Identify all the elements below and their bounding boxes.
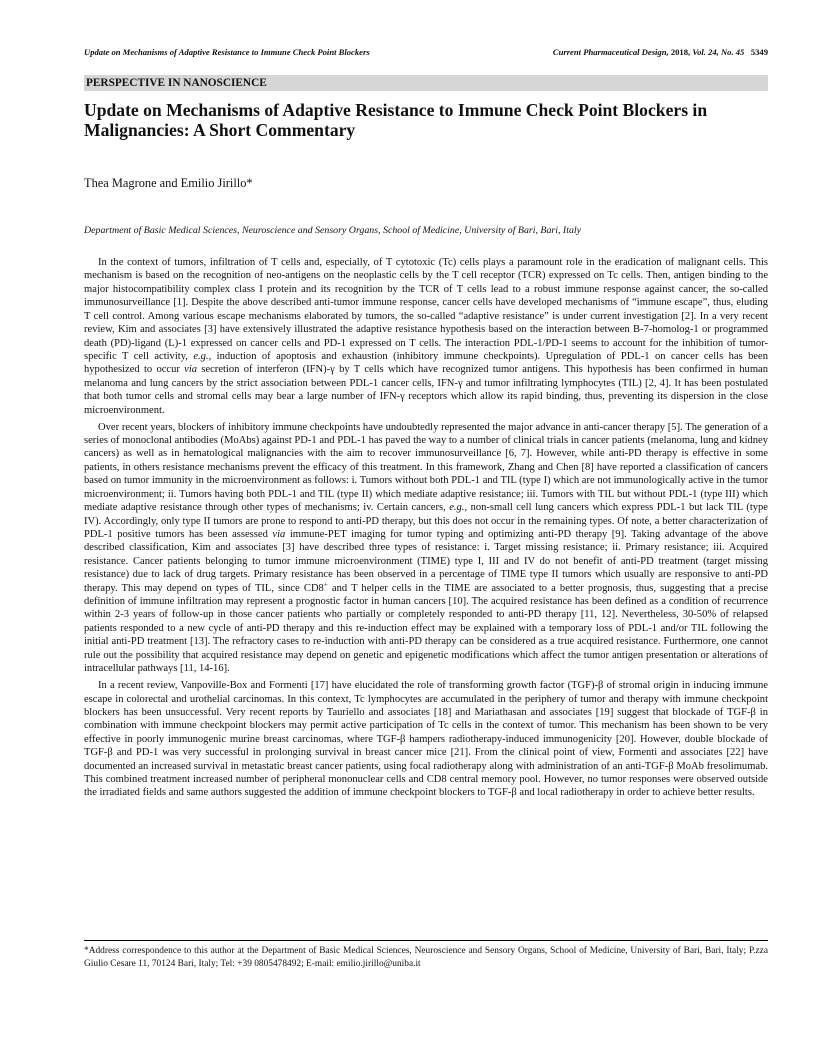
journal-volume: Vol. 24, No. 45: [692, 47, 745, 57]
paragraph-text: In the context of tumors, infiltration of T cells and, especially, of T cytotoxic (Tc) cells plays a paramount role in the eradication of malignant cells. This mechanism is based on the recognition of neo-antigens on the neoplastic cells by the T cell receptor (TCR) expressed on Tc cells. Then, antigen binding to the major histocompatibility complex class I protein and its recognition by the TCR of T cells lead to a robust immune response against cancer, the so-called immunosurveillance [1]. Despite the above described anti-tumor immune response, cancer cells have developed mechanisms of “immune escape”, thus, eluding T cell control. Among various escape mechanisms elaborated by tumors, the so-called “adaptive resistance” is under current investigation [2]. In a very recent review, Kim and associates [3] have extensively illustrated the adaptive resistance hypothesis based on the interaction between B-7-homolog-1 or programmed death (PD)-ligand (L)-1 expressed on cancer cells and PD-1 expressed on T cells. The interaction PDL-1/PD-1 seems to account for the inhibition of tumor-specific T cell activity,: [84, 257, 768, 362]
paragraph-text: Over recent years, blockers of inhibitory immune checkpoints have undoubtedly represented the major advance in anti-cancer therapy [5]. The generation of a series of monoclonal antibodies (MoAbs) against PD-1 and PDL-1 has paved the way to a number of clinical trials in cancer patients (melanoma, lung and kidney cancers) as well as in hematological malignancies with the aim to recover immunosurveillance [6, 7]. However, while anti-PD therapy is effective in some patients, in others resistance mechanisms prevent the efficacy of this treatment. In this framework, Zhang and Chen [8] have reported a classification of cancers based on tumor immunity in the microenvironment as follows: i. Tumors without both PDL-1 and TIL (type I) which are not immunologically active in the tumor microenvironment; ii. Tumors having both PDL-1 and TIL (type II) which mediate adaptive resistance; iii. Tumors with TIL but without PDL-1 (type III) which mediate adaptive resistance through other types of mechanisms; iv. Certain cancers,: [84, 421, 768, 514]
italic-text: e.g.,: [193, 350, 212, 362]
paragraph-text: non-small cell lung cancers which express PDL-1 but lack TIL (type IV). Accordingly, only type II tumors are prone to respond to anti-PD therapy, but this does not occur in the remaining types. Of note, a better characterization of PDL-1 positive tumors has been assessed: [84, 502, 768, 540]
journal-year: 2018,: [670, 47, 691, 57]
paragraph-text: induction of apoptosis and exhaustion (inhibitory immune checkpoints). Upregulation of PDL-1 on cancer cells has been hypothesized to occur: [84, 350, 768, 376]
authors: Thea Magrone and Emilio Jirillo*: [84, 176, 253, 190]
italic-text: via: [272, 528, 286, 540]
article-body: [84, 256, 768, 803]
journal-citation: [553, 47, 768, 57]
article-title: Update on Mechanisms of Adaptive Resistance to Immune Check Point Blockers in Malignancies: A Short Commentary: [84, 100, 708, 140]
journal-name: Current Pharmaceutical Design,: [552, 47, 669, 57]
correspondence-footnote: *Address correspondence to this author at the Department of Basic Medical Sciences, Neuroscience and Sensory Organs, School of Medicine, University of Bari, Bari, Italy; P.zza Giulio Cesare 11, 70124 Bari, Italy; Tel: +39 0805478492; E-mail: emilio.jirillo@uniba.it: [84, 946, 768, 969]
italic-text: e.g.,: [449, 502, 468, 514]
running-header: [84, 47, 768, 57]
section-label: PERSPECTIVE IN NANOSCIENCE: [84, 75, 768, 91]
paragraph-text: secretion of interferon (IFN)-γ by T cells which have recognized tumor antigens. This hypothesis has been confirmed in human melanoma and lung cancers by the strict association between PDL-1 cancer cells, IFN-γ and tumor infiltrating lymphocytes (TIL) [2, 4]. It has been postulated that both tumor cells and stromal cells may bear a large number of IFN-γ receptors which allow its rapid binding, thus, preventing its dispersion in the close microenvironment.: [84, 364, 768, 416]
italic-text: via: [184, 364, 198, 376]
body-paragraph: [84, 679, 768, 800]
body-paragraph: [84, 421, 768, 676]
body-paragraph: [84, 256, 768, 417]
superscript: +: [323, 580, 328, 589]
paragraph-text: and T helper cells in the TIME are associated to a better prognosis, thus, suggesting that a precise definition of immune infiltration may represent a prognostic factor in human cancers [10]. The acquired resistance has been defined as a condition of recurrence within 2-3 years of follow-up in those cancer patients who partially or completely responded to anti-PD therapy [11, 12]. Nevertheless, 30-50% of relapsed patients responded to a new cycle of anti-PD therapy and this re-induction effect may be explained with a temporary loss of PDL-1 and/or TIL following the initial anti-PD treatment [13]. The refractory cases to re-induction with anti-PD therapy can be considered as a true acquired resistance. Furthermore, one cannot rule out the possibility that acquired resistance may depend on genetic and epigenetic modifications which affect the tumor antigen presentation or alterations of intracellular pathways [11, 14-16].: [84, 582, 768, 675]
affiliation: Department of Basic Medical Sciences, Neuroscience and Sensory Organs, School of Medicine, University of Bari, Bari, Italy: [84, 225, 582, 236]
paragraph-text: In a recent review, Vanpoville-Box and Formenti [17] have elucidated the role of transforming growth factor (TGF)-β of stromal origin in inducing immune escape in colorectal and urothelial carcinomas. In this context, Tc lymphocytes are accumulated in the periphery of tumor and therapy with immune checkpoint blockers has been unsuccessful. Very recent reports by Tauriello and associates [18] and Mariathasan and associates [19] suggest that blockade of TGF-β in combination with immune checkpoint blockers may permit active participation of Tc cells in the context of tumor. This mechanism has been shown to be very effective in poorly immunogenic murine breast carcinomas, where TGF-β hampers radiotherapy-induced immunogenicity [20]. However, double blockade of TGF-β and PD-1 was very successful in prolonging survival in breast cancer mice [21]. From the clinical point of view, Formenti and associates [22] have documented an increased survival in metastatic breast cancer patients, using focal radiotherapy along with administration of an anti-TGF-β MoAb fresolimumab. This combined treatment increased number of peripheral mononuclear cells and CD8 central memory pool. However, no tumor responses were observed outside the irradiated fields and same authors suggested the addition of immune checkpoint blockers to TGF-β and local radiotherapy in order to achieve better results.: [84, 680, 768, 799]
footnote-divider: [84, 940, 768, 941]
paragraph-text: immune-PET imaging for tumor typing and optimizing anti-PD therapy [9]. Taking advantage of the above described classification, Kim and associates [3] have described three types of resistance: i. Target missing resistance; ii. Primary resistance; iii. Acquired resistance. Cancer patients belonging to tumor immune microenvironment (TIME) type I, III and IV do not benefit of anti-PD treatment (target missing resistance) due to lack of drug targets. Primary resistance has been observed in a percentage of TIME type II tumors which usually are responsive to anti-PD therapy. This may depend on types of TIL, since CD8: [84, 528, 769, 594]
page-number: 5349: [750, 47, 768, 57]
running-title: Update on Mechanisms of Adaptive Resistance to Immune Check Point Blockers: [84, 47, 370, 57]
